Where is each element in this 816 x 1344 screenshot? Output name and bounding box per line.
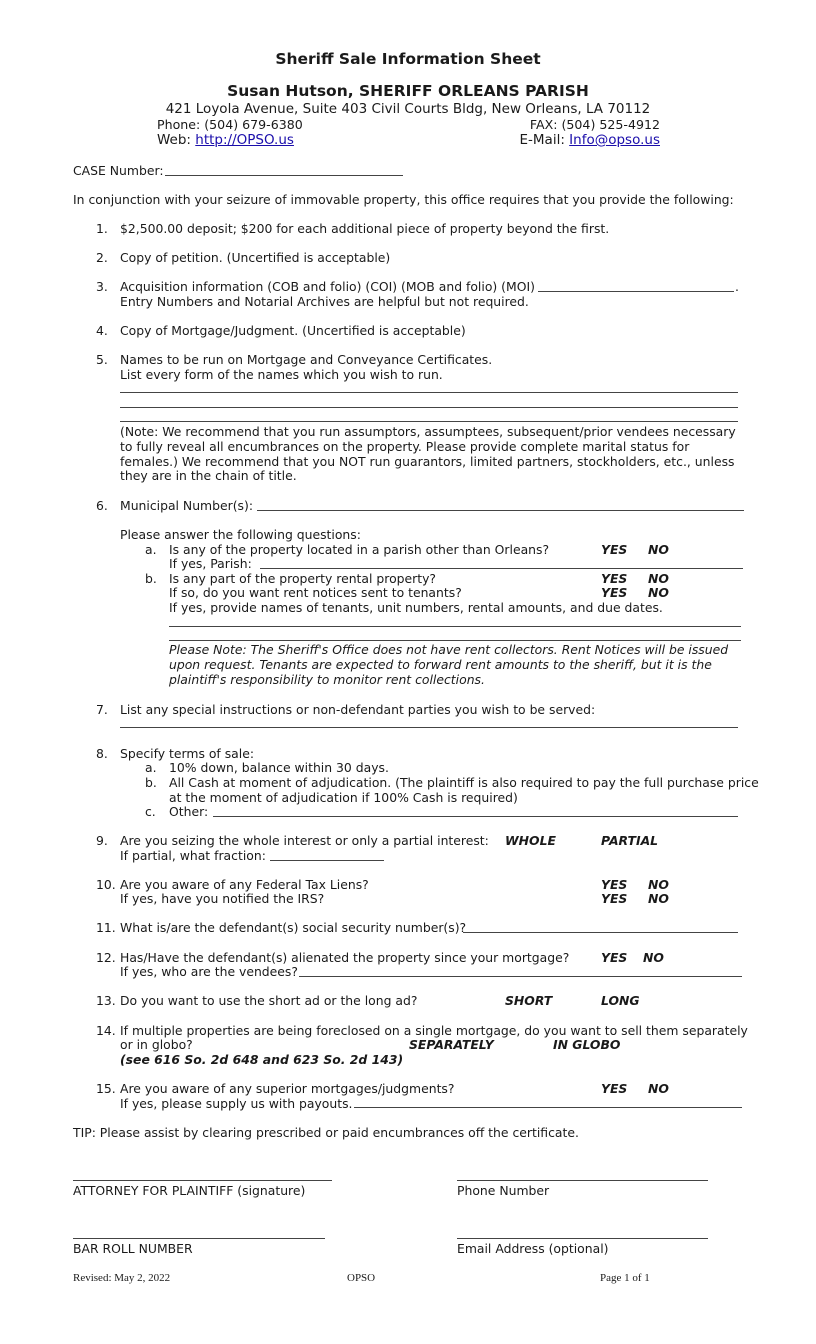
terms-other-field[interactable] <box>213 816 738 817</box>
page-title: Sheriff Sale Information Sheet <box>275 50 541 68</box>
in-globo-option[interactable]: IN GLOBO <box>553 1037 621 1052</box>
question-a-yes[interactable]: YES <box>601 542 628 557</box>
phone-number-label: Phone Number <box>457 1183 550 1198</box>
item-6-number: 6. <box>96 498 108 513</box>
tax-liens-no[interactable]: NO <box>648 877 669 892</box>
phone-number-field[interactable] <box>457 1180 708 1181</box>
item-8-text: Specify terms of sale: <box>120 746 255 761</box>
ssn-field[interactable] <box>463 932 738 933</box>
special-instructions-field[interactable] <box>120 727 738 728</box>
fax-number: FAX: (504) 525-4912 <box>529 117 660 132</box>
tax-liens-yes[interactable]: YES <box>601 877 628 892</box>
bar-roll-field[interactable] <box>73 1238 325 1239</box>
attorney-signature-field[interactable] <box>73 1180 332 1181</box>
superior-mortgages-no[interactable]: NO <box>648 1081 669 1096</box>
case-number-label: CASE Number: <box>73 163 164 178</box>
email-address-field[interactable] <box>457 1238 708 1239</box>
vendees-field[interactable] <box>299 976 742 977</box>
item-7-number: 7. <box>96 702 108 717</box>
item-8-number: 8. <box>96 746 108 761</box>
terms-b-text[interactable]: All Cash at moment of adjudication. (The plaintiff is also required to pay the full purchase price <box>169 775 759 790</box>
case-number-field[interactable] <box>165 175 403 176</box>
email-line <box>520 132 661 148</box>
alienated-no[interactable]: NO <box>643 950 664 965</box>
question-b-letter: b. <box>145 571 157 586</box>
item-6-text: Municipal Number(s): <box>120 498 254 513</box>
item-15-number: 15. <box>96 1081 116 1096</box>
question-a-no[interactable]: NO <box>648 542 669 557</box>
item-5-text: Names to be run on Mortgage and Conveyance Certificates. <box>120 352 493 367</box>
terms-a-letter: a. <box>145 760 157 775</box>
footer-org: OPSO <box>347 1272 376 1284</box>
terms-a-text[interactable]: 10% down, balance within 30 days. <box>169 760 389 775</box>
item-5-subtext: List every form of the names which you wish to run. <box>120 367 443 382</box>
item-3-note: Entry Numbers and Notarial Archives are helpful but not required. <box>120 294 529 309</box>
question-b-yes[interactable]: YES <box>601 571 628 586</box>
email-label: E-Mail: <box>519 132 570 148</box>
municipal-number-field[interactable] <box>257 510 744 511</box>
acquisition-info-field[interactable] <box>538 291 734 292</box>
irs-text: If yes, have you notified the IRS? <box>120 891 325 906</box>
office-address: 421 Loyola Avenue, Suite 403 Civil Courts Bldg, New Orleans, LA 70112 <box>165 101 651 117</box>
names-field-2[interactable] <box>120 407 738 408</box>
web-link[interactable]: http://OPSO.us <box>195 132 294 148</box>
intro-text: In conjunction with your seizure of immovable property, this office requires that you provide the following: <box>73 192 734 207</box>
short-ad-option[interactable]: SHORT <box>505 993 553 1008</box>
rent-notices-no[interactable]: NO <box>648 585 669 600</box>
question-b-no[interactable]: NO <box>648 571 669 586</box>
whole-option[interactable]: WHOLE <box>505 833 556 848</box>
item-5-note: (Note: We recommend that you run assumptors, assumptees, subsequent/prior vendees necessary to fully reveal all encumbrances on the property. Please provide complete marital status for females.) We recommend that you NOT run guarantors, limited partners, stockholders, etc., unless they are in the chain of title. <box>120 424 736 484</box>
question-a-text: Is any of the property located in a parish other than Orleans? <box>169 542 550 557</box>
item-13-text: Do you want to use the short ad or the long ad? <box>120 993 418 1008</box>
irs-yes[interactable]: YES <box>601 891 628 906</box>
revised-date: Revised: May 2, 2022 <box>73 1272 171 1284</box>
item-9-text: Are you seizing the whole interest or only a partial interest: <box>120 833 489 848</box>
questions-intro: Please answer the following questions: <box>120 527 361 542</box>
tenants-field-1[interactable] <box>169 626 741 627</box>
attorney-signature-label: ATTORNEY FOR PLAINTIFF (signature) <box>73 1183 306 1198</box>
partial-option[interactable]: PARTIAL <box>601 833 659 848</box>
question-b-text: Is any part of the property rental property? <box>169 571 436 586</box>
item-12-text: Has/Have the defendant(s) alienated the property since your mortgage? <box>120 950 570 965</box>
parish-label: If yes, Parish: <box>169 556 252 571</box>
item-14-number: 14. <box>96 1023 116 1038</box>
question-a-letter: a. <box>145 542 157 557</box>
fraction-field[interactable] <box>270 860 384 861</box>
web-label: Web: <box>157 132 196 148</box>
rent-notices-yes[interactable]: YES <box>601 585 628 600</box>
item-15-text: Are you aware of any superior mortgages/judgments? <box>120 1081 455 1096</box>
bar-roll-label: BAR ROLL NUMBER <box>73 1241 193 1256</box>
item-9-number: 9. <box>96 833 108 848</box>
names-field-3[interactable] <box>120 421 738 422</box>
email-link[interactable]: Info@opso.us <box>569 132 660 148</box>
item-13-number: 13. <box>96 993 116 1008</box>
item-3-period: . <box>735 279 739 294</box>
alienated-yes[interactable]: YES <box>601 950 628 965</box>
sheriff-name: Susan Hutson, SHERIFF ORLEANS PARISH <box>227 82 589 100</box>
item-1-text: $2,500.00 deposit; $200 for each additional piece of property beyond the first. <box>120 221 610 236</box>
fraction-label: If partial, what fraction: <box>120 848 266 863</box>
web-line <box>157 132 294 148</box>
names-field-1[interactable] <box>120 392 738 393</box>
tenants-instruction: If yes, provide names of tenants, unit numbers, rental amounts, and due dates. <box>169 600 663 615</box>
separately-option[interactable]: SEPARATELY <box>409 1037 494 1052</box>
terms-c-text: Other: <box>169 804 209 819</box>
case-citation: (see 616 So. 2d 648 and 623 So. 2d 143) <box>120 1052 404 1067</box>
rent-notices-text: If so, do you want rent notices sent to tenants? <box>169 585 462 600</box>
item-2-text: Copy of petition. (Uncertified is acceptable) <box>120 250 391 265</box>
terms-b-text-cont: at the moment of adjudication if 100% Cash is required) <box>169 790 518 805</box>
item-11-text: What is/are the defendant(s) social security number(s)? <box>120 920 467 935</box>
item-4-text: Copy of Mortgage/Judgment. (Uncertified is acceptable) <box>120 323 466 338</box>
terms-b-letter: b. <box>145 775 157 790</box>
item-4-number: 4. <box>96 323 108 338</box>
payouts-label: If yes, please supply us with payouts. <box>120 1096 353 1111</box>
item-5-number: 5. <box>96 352 108 367</box>
terms-c-letter: c. <box>145 804 156 819</box>
item-11-number: 11. <box>96 920 116 935</box>
payouts-field[interactable] <box>354 1107 742 1108</box>
tenants-field-2[interactable] <box>169 640 741 641</box>
item-10-text: Are you aware of any Federal Tax Liens? <box>120 877 369 892</box>
item-14-text-cont: or in globo? <box>120 1037 193 1052</box>
rent-note: Please Note: The Sheriff's Office does not have rent collectors. Rent Notices will be issued upon request. Tenants are expected to forward rent amounts to the sheriff, but it is the plaintiff's responsibility to monitor rent collections. <box>169 642 729 687</box>
phone-number: Phone: (504) 679-6380 <box>157 117 303 132</box>
item-3-text: Acquisition information (COB and folio) (COI) (MOB and folio) (MOI) <box>120 279 535 294</box>
item-2-number: 2. <box>96 250 108 265</box>
superior-mortgages-yes[interactable]: YES <box>601 1081 628 1096</box>
page-number: Page 1 of 1 <box>600 1272 650 1284</box>
email-address-label: Email Address (optional) <box>457 1241 609 1256</box>
item-10-number: 10. <box>96 877 116 892</box>
item-1-number: 1. <box>96 221 108 236</box>
item-7-text: List any special instructions or non-defendant parties you wish to be served: <box>120 702 596 717</box>
item-3-number: 3. <box>96 279 108 294</box>
vendees-label: If yes, who are the vendees? <box>120 964 298 979</box>
item-12-number: 12. <box>96 950 116 965</box>
parish-field[interactable] <box>260 568 743 569</box>
irs-no[interactable]: NO <box>648 891 669 906</box>
item-14-text: If multiple properties are being foreclosed on a single mortgage, do you want to sell them separately <box>120 1023 748 1038</box>
long-ad-option[interactable]: LONG <box>601 993 640 1008</box>
tip-text: TIP: Please assist by clearing prescribed or paid encumbrances off the certificate. <box>73 1125 579 1140</box>
